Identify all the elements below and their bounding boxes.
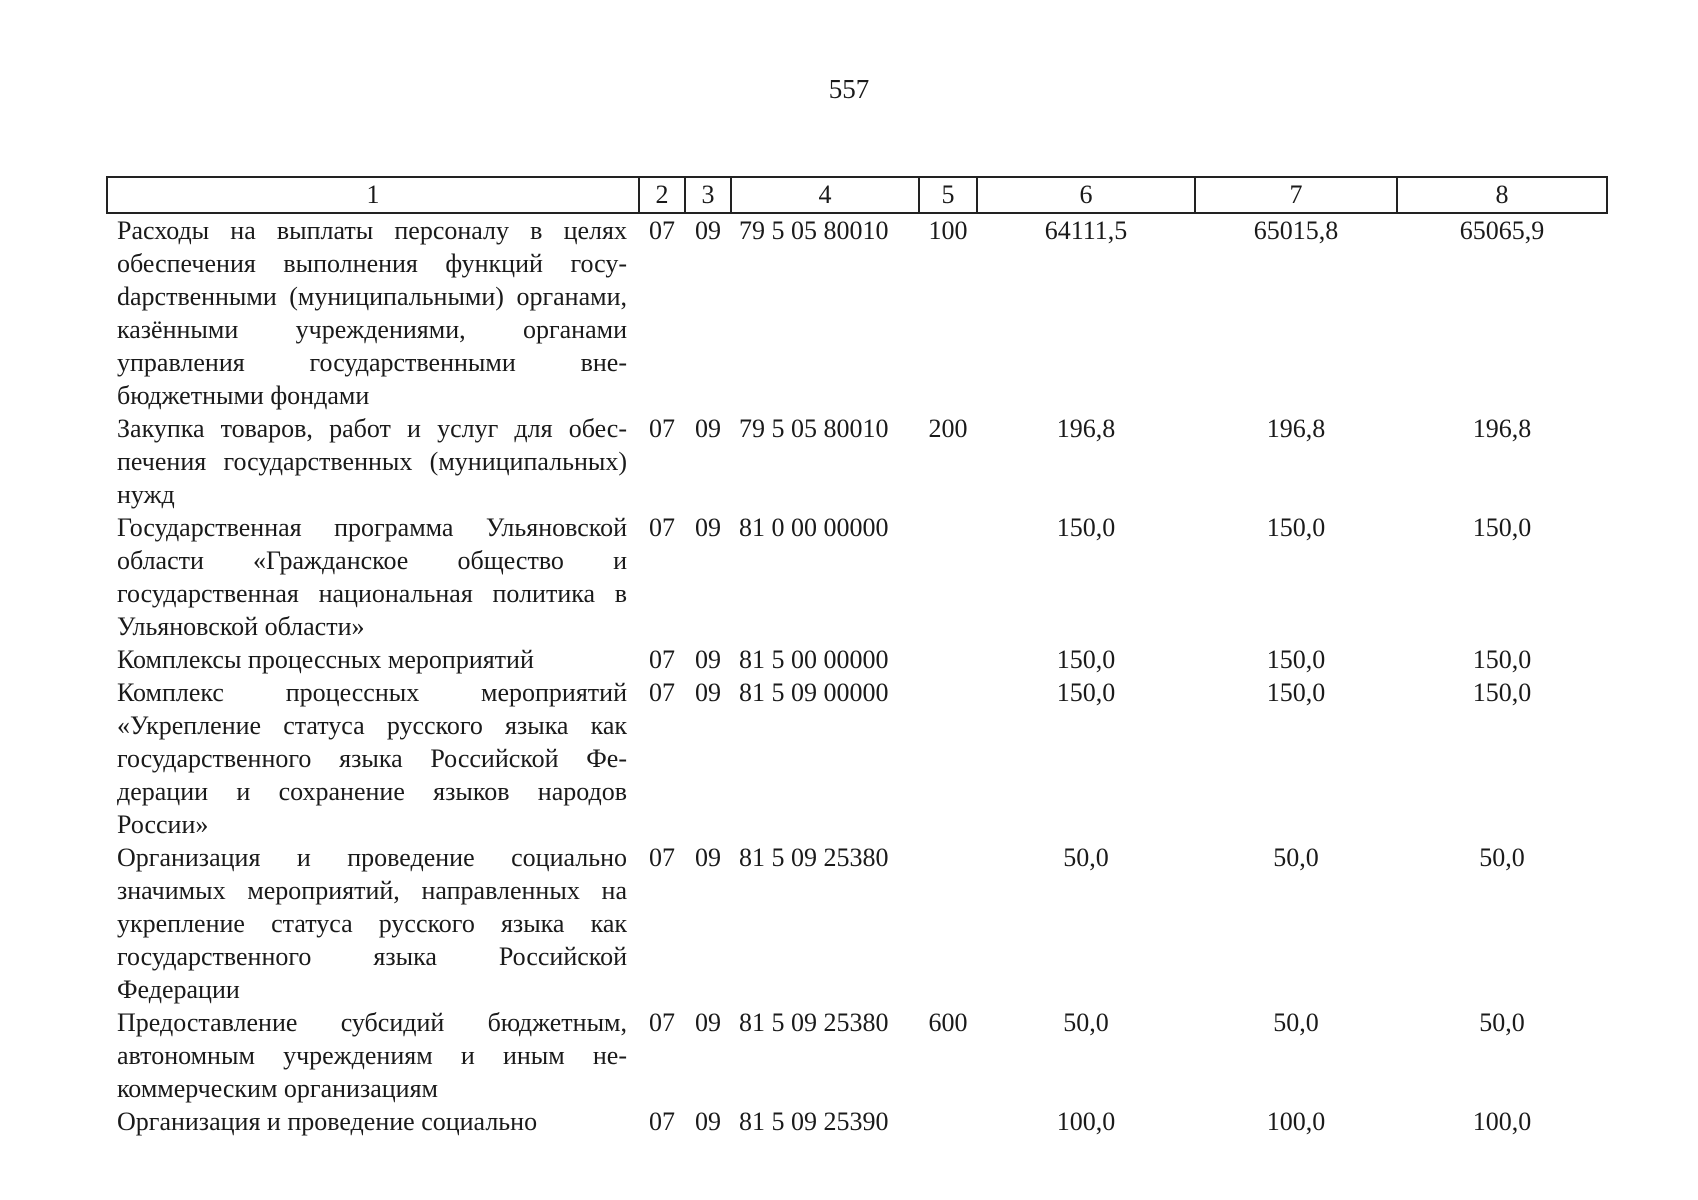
row-amount-col8: 150,0 xyxy=(1472,513,1532,542)
header-col-7: 7 xyxy=(1195,177,1397,213)
row-amount-col6: 150,0 xyxy=(1056,678,1116,707)
budget-table xyxy=(106,176,1608,1138)
row-expense-type: 200 xyxy=(928,414,968,443)
row-amount-col7: 150,0 xyxy=(1266,678,1326,707)
row-section: 07 xyxy=(649,645,675,674)
row-target-article: 81 5 09 25380 xyxy=(739,843,889,872)
row-section: 07 xyxy=(649,1107,675,1136)
table-row xyxy=(107,412,1607,511)
row-amount-col7: 50,0 xyxy=(1273,843,1319,872)
row-expense-type xyxy=(919,841,977,1006)
page-number: 557 xyxy=(828,74,870,104)
row-amount-col7: 150,0 xyxy=(1266,645,1326,674)
header-col-5: 5 xyxy=(919,177,977,213)
row-section: 07 xyxy=(649,414,675,443)
row-amount-col6: 50,0 xyxy=(1063,1008,1109,1037)
row-name: Организация и проведение социально значимых мероприятий, направленных на укрепление статуса русского языка как государственного языка Российской Федерации xyxy=(117,843,627,1004)
row-section: 07 xyxy=(649,513,675,542)
row-amount-col6: 50,0 xyxy=(1063,843,1109,872)
row-name: Расходы на выплаты персоналу в целях обеспечения выполнения функций госуdарственными (муниципальными) органами, казёнными учреждениями, органами управления государственными внебюджетными фондами xyxy=(117,216,627,410)
row-amount-col8: 150,0 xyxy=(1472,645,1532,674)
row-expense-type: 600 xyxy=(928,1008,968,1037)
row-expense-type xyxy=(919,643,977,676)
table-header-row xyxy=(107,177,1607,213)
row-target-article: 81 5 00 00000 xyxy=(739,645,889,674)
row-subsection: 09 xyxy=(695,678,721,707)
row-subsection: 09 xyxy=(695,513,721,542)
row-amount-col6: 196,8 xyxy=(1056,414,1116,443)
row-section: 07 xyxy=(649,216,675,245)
row-subsection: 09 xyxy=(695,216,721,245)
row-section: 07 xyxy=(649,843,675,872)
row-amount-col8: 150,0 xyxy=(1472,678,1532,707)
row-name: Комплексы процессных мероприятий xyxy=(117,645,534,674)
row-subsection: 09 xyxy=(695,843,721,872)
table-row xyxy=(107,1006,1607,1105)
table-row xyxy=(107,841,1607,1006)
row-expense-type xyxy=(919,676,977,841)
row-amount-col6: 150,0 xyxy=(1056,645,1116,674)
row-target-article: 79 5 05 80010 xyxy=(739,216,889,245)
row-target-article: 81 5 09 00000 xyxy=(739,678,889,707)
row-target-article: 81 5 09 25390 xyxy=(739,1107,889,1136)
row-section: 07 xyxy=(649,678,675,707)
header-col-4: 4 xyxy=(731,177,919,213)
row-subsection: 09 xyxy=(695,645,721,674)
row-amount-col8: 50,0 xyxy=(1479,843,1525,872)
table-row xyxy=(107,511,1607,643)
row-amount-col6: 150,0 xyxy=(1056,513,1116,542)
row-subsection: 09 xyxy=(695,1008,721,1037)
row-amount-col8: 50,0 xyxy=(1479,1008,1525,1037)
row-expense-type xyxy=(919,511,977,643)
table-row xyxy=(107,213,1607,412)
row-subsection: 09 xyxy=(695,1107,721,1136)
row-name: Комплекс процессных мероприятий «Укрепление статуса русского языка как государственного языка Российской Федерации и сохранение языков народов России» xyxy=(117,678,627,839)
row-amount-col7: 100,0 xyxy=(1266,1107,1326,1136)
budget-table-container xyxy=(106,176,1606,1138)
row-amount-col7: 65015,8 xyxy=(1253,216,1339,245)
row-name: Государственная программа Ульяновской области «Гражданское общество и государственная национальная политика в Ульяновской области» xyxy=(117,513,627,641)
header-col-8: 8 xyxy=(1397,177,1607,213)
row-target-article: 81 0 00 00000 xyxy=(739,513,889,542)
row-amount-col7: 196,8 xyxy=(1266,414,1326,443)
table-row xyxy=(107,643,1607,676)
row-name: Организация и проведение социально xyxy=(117,1107,538,1136)
row-amount-col8: 65065,9 xyxy=(1459,216,1545,245)
row-amount-col8: 100,0 xyxy=(1472,1107,1532,1136)
row-expense-type: 100 xyxy=(928,216,968,245)
row-name: Предоставление субсидий бюджетным, автономным учреждениям и иным некоммерческим организациям xyxy=(117,1008,627,1103)
header-col-1: 1 xyxy=(107,177,639,213)
row-amount-col8: 196,8 xyxy=(1472,414,1532,443)
header-col-6: 6 xyxy=(977,177,1195,213)
row-amount-col6: 64111,5 xyxy=(1044,216,1128,245)
table-row xyxy=(107,1105,1607,1138)
row-name: Закупка товаров, работ и услуг для обеспечения государственных (муниципальных) нужд xyxy=(117,414,627,509)
row-section: 07 xyxy=(649,1008,675,1037)
row-target-article: 79 5 05 80010 xyxy=(739,414,889,443)
row-expense-type xyxy=(919,1105,977,1138)
table-row xyxy=(107,676,1607,841)
row-subsection: 09 xyxy=(695,414,721,443)
header-col-2: 2 xyxy=(639,177,685,213)
row-amount-col7: 50,0 xyxy=(1273,1008,1319,1037)
row-amount-col7: 150,0 xyxy=(1266,513,1326,542)
table-body xyxy=(107,213,1607,1138)
row-target-article: 81 5 09 25380 xyxy=(739,1008,889,1037)
row-amount-col6: 100,0 xyxy=(1056,1107,1116,1136)
header-col-3: 3 xyxy=(685,177,731,213)
